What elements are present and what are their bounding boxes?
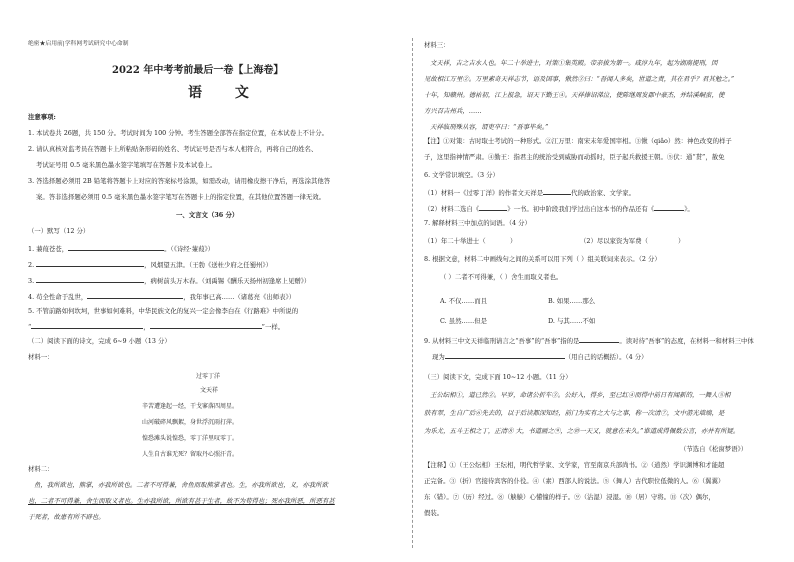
q5-blank-1[interactable]	[31, 322, 143, 329]
material-2-label: 材料二：	[28, 465, 54, 473]
question-9-cont	[432, 352, 648, 360]
q5-close: ”一样。	[261, 323, 285, 331]
q1-source: 。（《诗经·蒹葭》）	[164, 245, 215, 253]
underlined-sentence: 也，二者不可得兼，舍生而取义者也。生亦我所欲，所欲有甚于生者，故不为苟得也；死亦我所恶，所恶有甚	[28, 497, 335, 505]
note-line: 【注释】①（王公纭相）王纭相，明代哲学家、文学家，官至南京兵部尚书。②（道然）学识渊博和才能超	[424, 461, 725, 469]
question-8: 8. 根据文意，材料二中画线句之间的关系可以用下列（ ）组关联词来表示。（2 分）	[424, 255, 661, 263]
q4-blank[interactable]	[87, 292, 183, 299]
q6-2-mid: 》一书。初中阶段我们学过出自这本书的作品还有《	[507, 205, 655, 213]
subject-title: 语 文	[188, 85, 263, 101]
option-d[interactable]: D. 与其……不如	[548, 317, 596, 325]
question-7-2	[580, 238, 684, 244]
question-7-1	[424, 238, 543, 244]
q3-source: ，病树前头万木春。（刘禹锡《酬乐天扬州初逢席上见赠》）	[144, 277, 311, 285]
material-3-line: 天祥临刑殊从容，谓吏卒曰：“吾事毕矣。”	[430, 123, 549, 131]
question-6-2	[424, 204, 694, 212]
q9-text: 9. 从材料三中文天祥临刑请言之“吾事”的“吾事”指的是	[424, 337, 580, 345]
q7-2-text: （2）尽以家资为军费（	[580, 237, 648, 245]
note-item: 1. 本试卷共 26题，共 150 分。考试时间为 100 分钟。考生答题全部答在指定位置，在本试卷上不计分。	[28, 129, 329, 137]
annotation-line: 【注】①对策：古时取士考试的一种形式。②江万里：南宋末年爱国宰相。③愀（qiǎo）然：神色改变的样子	[424, 137, 732, 145]
poem-line: 惶恐滩头说惶恐，零丁洋里叹零丁。	[142, 435, 239, 442]
material-3-label: 材料三：	[424, 41, 450, 49]
poem-line: 辛苦遭逢起一经，干戈寥落四周星。	[142, 403, 239, 410]
q9-mid: 。读对待“吾事”的态度，在材料一和材料三中体	[619, 337, 754, 345]
note-line: 假装。	[424, 509, 444, 517]
q7-1-answer-space[interactable]: （ ）	[479, 237, 517, 245]
note-line: 东（错）。⑦（历）经过。⑧（觖觖）心懂憧的样子。⑨（沾湿）浸湿。⑩（居）守将。⑪（次）偶尔，	[424, 493, 715, 501]
q4-source: ，我年事已高……（诸葛亮《出师表》）	[183, 293, 296, 301]
material-3-line: 十年，知赣州。德祐初，江上报急，诏天下勤王④。天祥捧诏涕泣，使陈继周发郡中豪杰，并结溪峒蛮，使	[424, 91, 725, 99]
q1-blank[interactable]	[68, 244, 164, 251]
option-c[interactable]: C. 虽然……但是	[440, 317, 488, 325]
q9-end: （用自己的话概括）。（4 分）	[564, 353, 648, 361]
exam-title: 2022 年中考考前最后一卷【上海卷】	[112, 65, 284, 76]
poem-title: 过零丁洋	[196, 373, 221, 380]
q5-blank-2[interactable]	[150, 322, 262, 329]
note-item: 考试证号用 0.5 毫米黑色墨水签字笔填写在答题卡及本试卷上。	[36, 161, 217, 169]
poem-author: 文天祥	[200, 387, 219, 394]
material-3-line: 见故相江万里②。万里素奇天祥志节，语及国事，愀然③曰：“吾闻人多矣，世道之责，其在君乎？君其勉之。”	[424, 75, 735, 83]
note-line: 正完备。③（折）官接待宾客的仆役。④（素）西部人的说法。⑤（舞人）古代职位低微的人。⑥（翼翼）	[424, 477, 725, 485]
poem-line: 山河破碎风飘絮，身世浮沉雨打萍。	[142, 419, 239, 426]
option-a[interactable]: A. 不仅……而且	[440, 297, 488, 305]
notes-heading: 注意事项:	[28, 113, 56, 121]
note-item: 2. 请认真核对监考员在答题卡上所粘贴条形码的姓名、考试证号是否与本人相符合，再将自己的姓名、	[28, 145, 318, 153]
secret-label: 绝密★启用前|学科网考试研究中心命制	[28, 41, 129, 47]
material-3-line: 方兴召吉州兵，……	[424, 107, 482, 115]
question-6: 6. 文学常识填空。（3 分）	[424, 171, 499, 179]
q3-prefix: 3.	[28, 277, 35, 285]
passage-line: 王公纭相①，道已然②。早岁，命诸公折车③。公好入，得乡，至已红④而得中前日有闻新的，一舞人⑤相	[430, 391, 731, 399]
question-9	[424, 336, 754, 344]
q6-1-end: 代的政治家、文学家。	[571, 189, 636, 197]
question-8-sentence: （ ）二者不可得兼，（ ）舍生而取义者也。	[440, 273, 563, 281]
question-4	[28, 292, 295, 300]
q7-1-text: （1）年二十举进士	[424, 237, 480, 245]
passage-line: 肤有翠，生自广后⑥先去的，以于后读都深知经，前门为实有之大与之事，称一次清⑦，文中游光墙端，是	[424, 409, 725, 417]
q1-prefix: 1. 蒹葭苍苍，	[28, 245, 69, 253]
question-1	[28, 244, 214, 252]
q6-2-blank-2[interactable]	[654, 204, 684, 211]
q6-2-end: 》。	[684, 205, 694, 213]
passage-line: 为乐尤，五斗王相之丁，正清⑧ 大，书道画之⑨，之⑩一天又，就意在未久。”谁道成得佩数公言，亦并有所疑。	[424, 427, 740, 435]
q2-prefix: 2.	[28, 261, 35, 269]
material-2-line: 鱼，我所欲也，熊掌，亦我所欲也。二者不可得兼，舍鱼而取熊掌者也。生，亦我所欲也，义，亦我所欲	[34, 481, 328, 489]
question-6-1	[424, 188, 635, 196]
q9-blank-1[interactable]	[579, 336, 619, 343]
q7-2-end: ）	[677, 237, 685, 245]
q4-prefix: 4. 苟全性命于乱世，	[28, 293, 88, 301]
q6-2-blank-1[interactable]	[479, 204, 507, 211]
note-item: 3. 答选择题必须用 2B 铅笔将答题卡上对应的答案标号涂黑，如需改动，请用橡皮擦干净后，再选涂其他答	[28, 177, 331, 185]
option-b[interactable]: B. 如果……那么	[548, 297, 596, 305]
q9-blank-2[interactable]	[445, 352, 565, 359]
subsection-heading: （二）阅读下面的诗文，完成 6~9 小题（13 分）	[28, 337, 171, 345]
material-1-label: 材料一：	[28, 353, 54, 361]
section-heading: 一、文言文（36 分）	[176, 211, 239, 219]
material-3-line: 文天祥，吉之吉水人也。年二十举进士，对策①集英殿。帝亲拔为第一。咸淳九年，起为湖南提刑，因	[430, 59, 718, 67]
note-item: 案。答非选择题必须用 0.5 毫米黑色墨水签字笔写在答题卡上的指定位置，在其他位置答题一律无效。	[36, 193, 326, 201]
q3-blank[interactable]	[36, 276, 144, 283]
q6-1-text: （1）材料一《过零丁洋》的作者文天祥是	[424, 189, 544, 197]
poem-line: 人生自古谁无死？留取丹心照汗青。	[142, 451, 239, 458]
q5-comma: ，	[143, 323, 150, 331]
q6-2-text: （2）材料二选自《	[424, 205, 480, 213]
question-5: 5. 不管前路如何坎坷，世事如何难料，中华民族文化的复兴一定会像李白在《行路难》中所说的	[28, 307, 299, 315]
column-divider	[412, 38, 414, 548]
question-5-blanks	[28, 322, 284, 330]
q2-blank[interactable]	[36, 260, 144, 267]
question-7: 7. 解释材料三中加点的词语。（4 分）	[424, 219, 531, 227]
q5-open-quote: “	[28, 323, 32, 331]
q9-cont-text: 现为	[432, 353, 445, 361]
material-2-line: 于死者，故患有所不辟也。	[28, 513, 105, 521]
material-2-line	[28, 498, 335, 504]
section-3-heading: （三）阅读下文，完成下面 10~12 小题。（11 分）	[424, 373, 572, 381]
passage-source: （节选自《松窗梦语》）	[680, 445, 748, 453]
subsection-heading: （一）默写（12 分）	[28, 227, 90, 235]
question-2	[28, 260, 272, 268]
question-3	[28, 276, 310, 284]
annotation-line: 子，这里指神情严肃。④勤王：指君主的统治受到威胁而动摇时，臣子起兵救援王朝。⑤伏：通“贳”，赦免	[424, 153, 725, 161]
q2-source: ，风烟望五津。（王勃《送杜少府之任蜀州》）	[144, 261, 272, 269]
q6-1-blank[interactable]	[543, 188, 571, 195]
